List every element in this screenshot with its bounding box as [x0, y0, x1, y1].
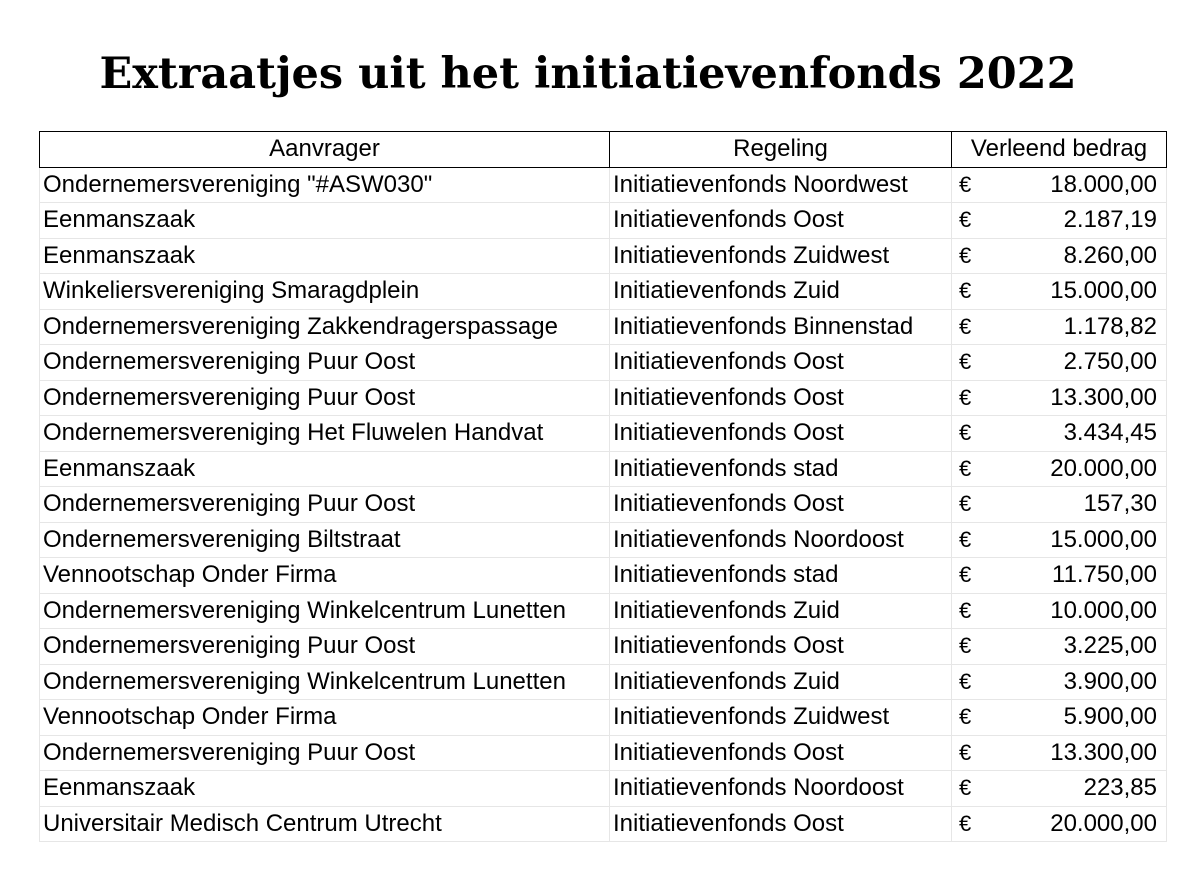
currency-symbol: € [959, 420, 972, 445]
header-row [40, 132, 1167, 168]
cell-granted-amount [952, 203, 1167, 239]
amount-value: 223,85 [1083, 774, 1157, 802]
currency-symbol: € [959, 597, 972, 623]
amount-value: 20.000,00 [1050, 809, 1157, 837]
amount-value: 2.750,00 [1063, 348, 1157, 376]
cell-applicant: Ondernemersvereniging Winkelcentrum Lunetten [40, 593, 610, 629]
cell-scheme: Initiatievenfonds Noordwest [610, 167, 952, 203]
currency-symbol: € [959, 775, 972, 800]
page-title: Extraatjes uit het initiatievenfonds 2022 [99, 49, 1077, 99]
amount-value: 157,30 [1083, 490, 1157, 518]
cell-granted-amount [952, 629, 1167, 665]
cell-granted-amount [952, 522, 1167, 558]
currency-symbol: € [959, 562, 972, 587]
table-row [40, 167, 1167, 203]
cell-granted-amount [952, 416, 1167, 452]
cell-granted-amount [952, 771, 1167, 807]
cell-granted-amount [952, 380, 1167, 416]
header-granted-amount: Verleend bedrag [952, 132, 1167, 168]
table-row [40, 203, 1167, 239]
amount-value: 18.000,00 [1050, 170, 1157, 198]
table-header [40, 132, 1167, 168]
cell-scheme: Initiatievenfonds Oost [610, 380, 952, 416]
table-row [40, 309, 1167, 345]
cell-applicant: Ondernemersvereniging Het Fluwelen Handvat [40, 416, 610, 452]
cell-granted-amount [952, 593, 1167, 629]
cell-granted-amount [952, 806, 1167, 842]
cell-applicant: Ondernemersvereniging Puur Oost [40, 735, 610, 771]
cell-applicant: Winkeliersvereniging Smaragdplein [40, 274, 610, 310]
cell-granted-amount [952, 309, 1167, 345]
amount-value: 13.300,00 [1050, 738, 1157, 766]
cell-granted-amount [952, 274, 1167, 310]
currency-symbol: € [959, 207, 972, 232]
cell-applicant: Ondernemersvereniging Puur Oost [40, 487, 610, 523]
cell-granted-amount [952, 558, 1167, 594]
cell-granted-amount [952, 700, 1167, 736]
currency-symbol: € [959, 491, 972, 516]
currency-symbol: € [959, 278, 972, 303]
cell-granted-amount [952, 167, 1167, 203]
cell-scheme: Initiatievenfonds Oost [610, 345, 952, 381]
cell-applicant: Vennootschap Onder Firma [40, 558, 610, 594]
cell-granted-amount [952, 451, 1167, 487]
cell-scheme: Initiatievenfonds stad [610, 558, 952, 594]
cell-granted-amount [952, 487, 1167, 523]
amount-value: 3.900,00 [1063, 667, 1157, 695]
currency-symbol: € [959, 455, 972, 481]
header-applicant: Aanvrager [40, 132, 610, 168]
cell-applicant: Ondernemersvereniging Biltstraat [40, 522, 610, 558]
currency-symbol: € [959, 668, 972, 694]
cell-scheme: Initiatievenfonds Zuid [610, 274, 952, 310]
cell-scheme: Initiatievenfonds Zuidwest [610, 700, 952, 736]
cell-granted-amount [952, 664, 1167, 700]
cell-scheme: Initiatievenfonds Oost [610, 629, 952, 665]
amount-value: 5.900,00 [1063, 703, 1157, 731]
table-row [40, 380, 1167, 416]
currency-symbol: € [959, 810, 972, 836]
currency-symbol: € [959, 633, 972, 658]
cell-scheme: Initiatievenfonds Oost [610, 806, 952, 842]
table-body [40, 167, 1167, 842]
amount-value: 15.000,00 [1050, 277, 1157, 305]
header-scheme: Regeling [610, 132, 952, 168]
table-row [40, 416, 1167, 452]
cell-applicant: Eenmanszaak [40, 451, 610, 487]
cell-scheme: Initiatievenfonds Zuid [610, 593, 952, 629]
amount-value: 8.260,00 [1063, 241, 1157, 269]
cell-scheme: Initiatievenfonds Oost [610, 416, 952, 452]
amount-value: 13.300,00 [1050, 383, 1157, 411]
cell-scheme: Initiatievenfonds Noordoost [610, 771, 952, 807]
cell-applicant: Ondernemersvereniging "#ASW030" [40, 167, 610, 203]
currency-symbol: € [959, 242, 972, 268]
table-row [40, 700, 1167, 736]
cell-applicant: Eenmanszaak [40, 203, 610, 239]
table-row [40, 487, 1167, 523]
table-row [40, 274, 1167, 310]
table-row [40, 522, 1167, 558]
table-row [40, 238, 1167, 274]
table-row [40, 735, 1167, 771]
cell-scheme: Initiatievenfonds Noordoost [610, 522, 952, 558]
currency-symbol: € [959, 704, 972, 729]
table-row [40, 629, 1167, 665]
amount-value: 15.000,00 [1050, 525, 1157, 553]
amount-value: 11.750,00 [1052, 561, 1157, 589]
table-row [40, 451, 1167, 487]
cell-scheme: Initiatievenfonds Zuidwest [610, 238, 952, 274]
cell-scheme: Initiatievenfonds Binnenstad [610, 309, 952, 345]
cell-scheme: Initiatievenfonds Oost [610, 735, 952, 771]
table-row [40, 345, 1167, 381]
currency-symbol: € [959, 384, 972, 410]
amount-value: 10.000,00 [1050, 596, 1157, 624]
currency-symbol: € [959, 171, 972, 197]
table-row [40, 771, 1167, 807]
cell-scheme: Initiatievenfonds Zuid [610, 664, 952, 700]
amount-value: 3.225,00 [1063, 632, 1157, 660]
cell-applicant: Ondernemersvereniging Puur Oost [40, 629, 610, 665]
amount-value: 20.000,00 [1050, 454, 1157, 482]
cell-scheme: Initiatievenfonds stad [610, 451, 952, 487]
amount-value: 1.178,82 [1063, 312, 1157, 340]
cell-applicant: Eenmanszaak [40, 238, 610, 274]
cell-granted-amount [952, 238, 1167, 274]
table-row [40, 806, 1167, 842]
cell-scheme: Initiatievenfonds Oost [610, 203, 952, 239]
table-row [40, 664, 1167, 700]
grants-table [39, 131, 1167, 842]
cell-applicant: Ondernemersvereniging Winkelcentrum Lunetten [40, 664, 610, 700]
currency-symbol: € [959, 313, 972, 339]
cell-granted-amount [952, 735, 1167, 771]
cell-applicant: Universitair Medisch Centrum Utrecht [40, 806, 610, 842]
currency-symbol: € [959, 739, 972, 765]
cell-scheme: Initiatievenfonds Oost [610, 487, 952, 523]
cell-applicant: Ondernemersvereniging Puur Oost [40, 380, 610, 416]
cell-applicant: Eenmanszaak [40, 771, 610, 807]
currency-symbol: € [959, 526, 972, 552]
cell-granted-amount [952, 345, 1167, 381]
currency-symbol: € [959, 349, 972, 374]
cell-applicant: Ondernemersvereniging Puur Oost [40, 345, 610, 381]
table-row [40, 593, 1167, 629]
table-row [40, 558, 1167, 594]
cell-applicant: Ondernemersvereniging Zakkendragerspassage [40, 309, 610, 345]
amount-value: 3.434,45 [1063, 419, 1157, 447]
cell-applicant: Vennootschap Onder Firma [40, 700, 610, 736]
amount-value: 2.187,19 [1063, 206, 1157, 234]
